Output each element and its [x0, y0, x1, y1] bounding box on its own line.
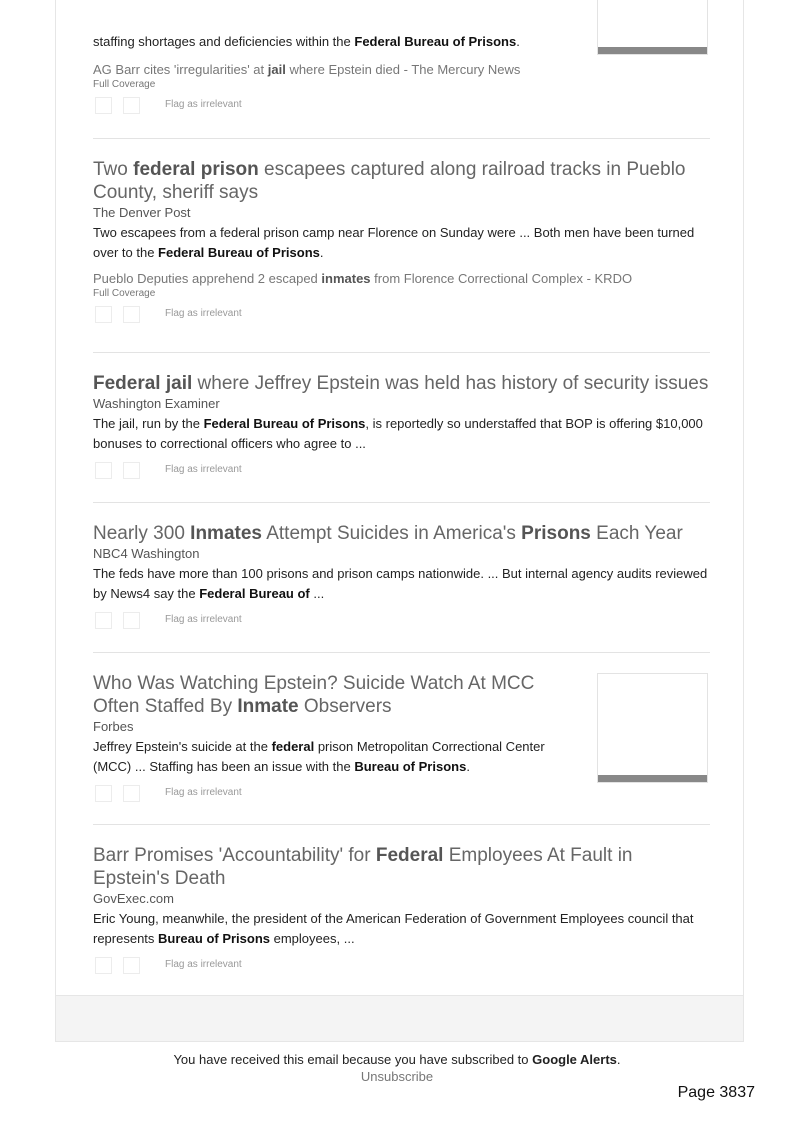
text-segment: Barr Promises 'Accountability' for	[93, 845, 376, 866]
article-source: Washington Examiner	[93, 396, 220, 411]
article-actions	[93, 612, 710, 634]
text-segment: staffing shortages and deficiencies within the	[93, 34, 355, 49]
text-segment: Attempt Suicides in America's	[261, 523, 522, 544]
article-item	[93, 844, 710, 979]
article-title-link[interactable]	[93, 844, 710, 890]
thumbs-up-checkbox[interactable]	[95, 612, 112, 629]
flag-irrelevant-link[interactable]: Flag as irrelevant	[165, 99, 242, 110]
article-snippet	[93, 909, 710, 949]
text-segment: where Jeffrey Epstein was held has history of security issues	[192, 373, 709, 394]
thumbs-up-checkbox[interactable]	[95, 957, 112, 974]
article-source: GovExec.com	[93, 891, 174, 906]
article-actions	[93, 462, 710, 484]
highlight-term: Federal	[375, 845, 444, 866]
thumbs-down-checkbox[interactable]	[123, 785, 140, 802]
divider	[93, 824, 710, 825]
text-segment: .	[319, 245, 324, 260]
thumbs-down-checkbox[interactable]	[123, 612, 140, 629]
card-footer	[56, 995, 743, 1041]
highlight-term: Prisons	[521, 523, 591, 544]
highlight-term: Bureau of Prisons	[354, 759, 467, 774]
highlight-term: Federal Bureau of Prisons	[354, 34, 517, 49]
text-segment: ...	[309, 586, 325, 601]
article-snippet	[93, 223, 710, 263]
text-segment: Observers	[298, 696, 392, 717]
article-thumbnail[interactable]	[597, 673, 708, 783]
article-title-link[interactable]	[93, 372, 710, 395]
article-source: Forbes	[93, 719, 134, 734]
thumbnail-bar	[598, 775, 707, 782]
article-thumbnail[interactable]	[597, 0, 708, 55]
text-segment: employees, ...	[270, 931, 355, 946]
text-segment: Nearly 300	[93, 523, 191, 544]
article-source: NBC4 Washington	[93, 546, 200, 561]
thumbs-down-checkbox[interactable]	[123, 957, 140, 974]
article-item	[93, 158, 710, 328]
text-segment: escapees captured along railroad tracks in Pueblo County, sheriff says	[93, 159, 686, 203]
article-actions	[93, 785, 573, 807]
highlight-term: jail	[267, 62, 286, 77]
text-segment: Eric Young, meanwhile, the president of the American Federation of Government Employees council that represents	[93, 911, 694, 946]
text-segment: .	[516, 34, 520, 49]
article-item	[93, 672, 573, 807]
text-segment: where Epstein died - The Mercury News	[285, 62, 521, 77]
text-segment: Who Was Watching Epstein? Suicide Watch At MCC Often Staffed By	[93, 673, 535, 717]
full-coverage-link[interactable]: Full Coverage	[93, 288, 156, 299]
thumbs-up-checkbox[interactable]	[95, 462, 112, 479]
article-title-link[interactable]	[93, 672, 573, 718]
thumbs-up-checkbox[interactable]	[95, 785, 112, 802]
thumbs-down-checkbox[interactable]	[123, 97, 140, 114]
thumbs-down-checkbox[interactable]	[123, 462, 140, 479]
flag-irrelevant-link[interactable]: Flag as irrelevant	[165, 787, 242, 798]
divider	[93, 502, 710, 503]
unsubscribe-link[interactable]: Unsubscribe	[360, 1069, 434, 1084]
article-actions	[93, 97, 710, 119]
flag-irrelevant-link[interactable]: Flag as irrelevant	[165, 308, 242, 319]
thumbs-down-checkbox[interactable]	[123, 306, 140, 323]
text-segment: Two escapees from a federal prison camp near Florence on Sunday were ... Both men have been turned over to the	[93, 225, 695, 260]
text-segment: Each Year	[590, 523, 683, 544]
highlight-term: federal prison	[133, 159, 259, 180]
text-segment: The jail, run by the	[93, 416, 204, 431]
highlight-term: Bureau of Prisons	[158, 931, 271, 946]
highlight-term: Inmates	[190, 523, 262, 544]
text-segment: You have received this email because you have subscribed to	[173, 1052, 533, 1067]
highlight-term: federal	[271, 739, 315, 754]
text-segment: Jeffrey Epstein's suicide at the	[93, 739, 272, 754]
text-segment: AG Barr cites 'irregularities' at	[93, 62, 268, 77]
subscription-notice	[0, 1052, 794, 1067]
article-snippet	[93, 564, 710, 604]
article-title-link[interactable]	[93, 158, 710, 204]
related-article-link[interactable]	[93, 62, 710, 78]
text-segment: Employees At Fault in Epstein's Death	[93, 845, 633, 889]
flag-irrelevant-link[interactable]: Flag as irrelevant	[165, 614, 242, 625]
highlight-term: Google Alerts	[532, 1052, 617, 1067]
highlight-term: Federal Bureau of Prisons	[203, 416, 366, 431]
text-segment: from Florence Correctional Complex - KRDO	[370, 271, 633, 286]
article-item	[93, 522, 710, 634]
related-article-link[interactable]	[93, 271, 710, 287]
divider	[93, 652, 710, 653]
thumbs-up-checkbox[interactable]	[95, 306, 112, 323]
article-source: The Denver Post	[93, 205, 191, 220]
highlight-term: Federal jail	[93, 373, 193, 394]
flag-irrelevant-link[interactable]: Flag as irrelevant	[165, 959, 242, 970]
highlight-term: Inmate	[237, 696, 299, 717]
article-actions	[93, 957, 710, 979]
thumbs-up-checkbox[interactable]	[95, 97, 112, 114]
text-segment: prison Metropolitan Correctional Center (MCC) ... Staffing has been an issue with the	[93, 739, 545, 774]
text-segment: Pueblo Deputies apprehend 2 escaped	[93, 271, 322, 286]
full-coverage-link[interactable]: Full Coverage	[93, 79, 156, 90]
flag-irrelevant-link[interactable]: Flag as irrelevant	[165, 464, 242, 475]
divider	[93, 138, 710, 139]
highlight-term: Federal Bureau of Prisons	[158, 245, 320, 260]
text-segment: .	[616, 1052, 621, 1067]
article-item	[93, 372, 710, 484]
article-actions	[93, 306, 710, 328]
text-segment: .	[466, 759, 470, 774]
text-segment: Two	[93, 159, 134, 180]
alerts-card	[55, 0, 744, 1042]
article-title-link[interactable]	[93, 522, 710, 545]
thumbnail-bar	[598, 47, 707, 54]
page-number: Page 3837	[677, 1084, 755, 1101]
text-segment: The feds have more than 100 prisons and prison camps nationwide. ... But internal agency audits reviewed by News4 say the	[93, 566, 708, 601]
highlight-term: Federal Bureau of	[199, 586, 310, 601]
highlight-term: inmates	[321, 271, 371, 286]
article-snippet	[93, 737, 573, 777]
text-segment: , is reportedly so understaffed that BOP is offering $10,000 bonuses to correctional officers who agree to ...	[93, 416, 703, 451]
article-snippet	[93, 414, 710, 454]
divider	[93, 352, 710, 353]
